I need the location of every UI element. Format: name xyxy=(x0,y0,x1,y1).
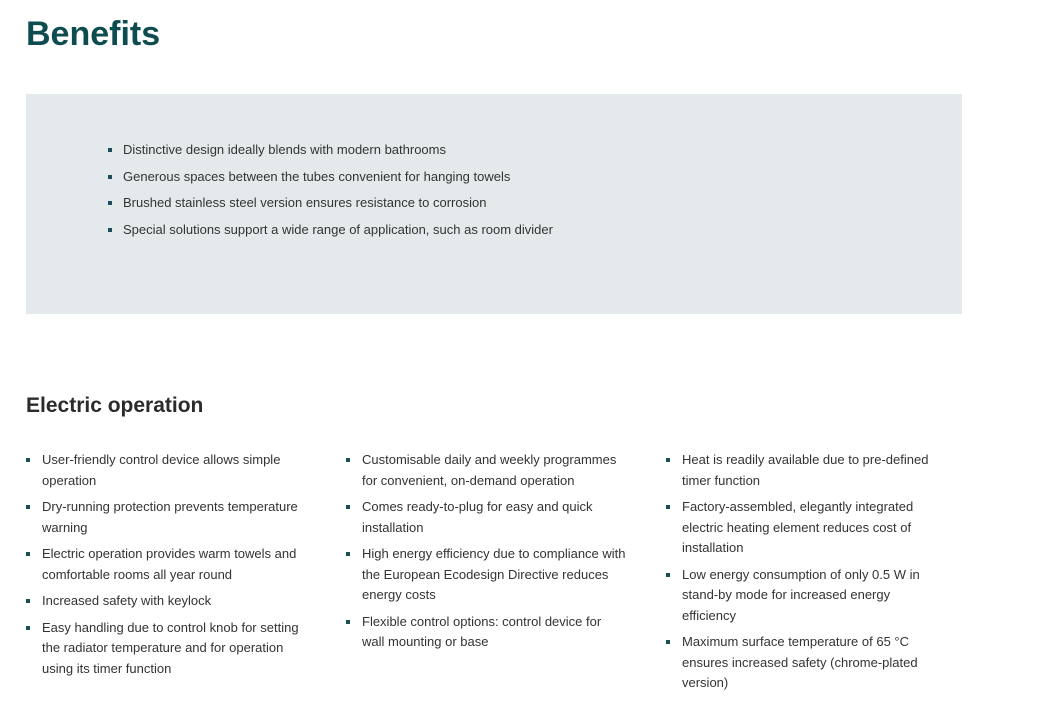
list-item-text: Electric operation provides warm towels and comfortable rooms all year round xyxy=(42,546,297,582)
list-item xyxy=(346,450,626,491)
square-bullet-icon xyxy=(26,458,30,462)
list-item xyxy=(26,544,306,585)
square-bullet-icon xyxy=(108,175,112,179)
list-item xyxy=(26,450,306,491)
list-item-text: Factory-assembled, elegantly integrated electric heating element reduces cost of installation xyxy=(682,499,914,555)
square-bullet-icon xyxy=(108,201,112,205)
list-item xyxy=(106,193,553,213)
square-bullet-icon xyxy=(108,148,112,152)
benefits-list xyxy=(106,140,553,246)
list-item xyxy=(26,497,306,538)
list-item xyxy=(346,544,626,606)
list-item-text: Brushed stainless steel version ensures resistance to corrosion xyxy=(123,195,487,210)
list-item-text: User-friendly control device allows simple operation xyxy=(42,452,281,488)
list-item xyxy=(666,632,946,694)
square-bullet-icon xyxy=(346,505,350,509)
square-bullet-icon xyxy=(346,620,350,624)
list-item-text: Low energy consumption of only 0.5 W in stand-by mode for increased energy efficiency xyxy=(682,566,920,623)
square-bullet-icon xyxy=(666,640,670,644)
square-bullet-icon xyxy=(26,505,30,509)
list-item xyxy=(26,591,306,612)
list-item-text: Comes ready-to-plug for easy and quick installation xyxy=(362,499,593,535)
square-bullet-icon xyxy=(346,458,350,462)
list-item xyxy=(666,450,946,491)
list-item-text: Increased safety with keylock xyxy=(42,593,212,608)
square-bullet-icon xyxy=(666,458,670,462)
benefits-box xyxy=(26,94,962,314)
square-bullet-icon xyxy=(346,552,350,556)
list-item xyxy=(666,497,946,559)
square-bullet-icon xyxy=(26,626,30,630)
list-item-text: Maximum surface temperature of 65 °C ensures increased safety (chrome-plated version) xyxy=(682,634,918,690)
square-bullet-icon xyxy=(666,573,670,577)
list-item xyxy=(106,140,553,160)
square-bullet-icon xyxy=(26,599,30,603)
list-item xyxy=(666,565,946,627)
benefits-heading: Benefits xyxy=(26,15,161,53)
list-item-text: Heat is readily available due to pre-defined timer function xyxy=(682,452,929,488)
list-item xyxy=(26,618,306,680)
square-bullet-icon xyxy=(26,552,30,556)
square-bullet-icon xyxy=(666,505,670,509)
electric-list-column-2 xyxy=(346,450,626,659)
list-item-text: High energy efficiency due to compliance with the European Ecodesign Directive reduces energy costs xyxy=(362,546,626,602)
electric-list-column-3 xyxy=(666,450,946,700)
list-item xyxy=(106,220,553,240)
list-item xyxy=(106,167,553,187)
list-item xyxy=(346,497,626,538)
list-item-text: Dry-running protection prevents temperature warning xyxy=(42,499,298,535)
list-item-text: Generous spaces between the tubes convenient for hanging towels xyxy=(123,168,511,184)
list-item-text: Customisable daily and weekly programmes for convenient, on-demand operation xyxy=(362,452,617,488)
electric-list-column-1 xyxy=(26,450,306,685)
electric-operation-heading: Electric operation xyxy=(26,394,204,417)
list-item-text: Special solutions support a wide range of application, such as room divider xyxy=(123,221,553,237)
list-item xyxy=(346,612,626,653)
square-bullet-icon xyxy=(108,228,112,232)
list-item-text: Flexible control options: control device for wall mounting or base xyxy=(362,613,602,649)
list-item-text: Distinctive design ideally blends with modern bathrooms xyxy=(123,142,446,157)
list-item-text: Easy handling due to control knob for setting the radiator temperature and for operation using its timer function xyxy=(42,619,299,676)
